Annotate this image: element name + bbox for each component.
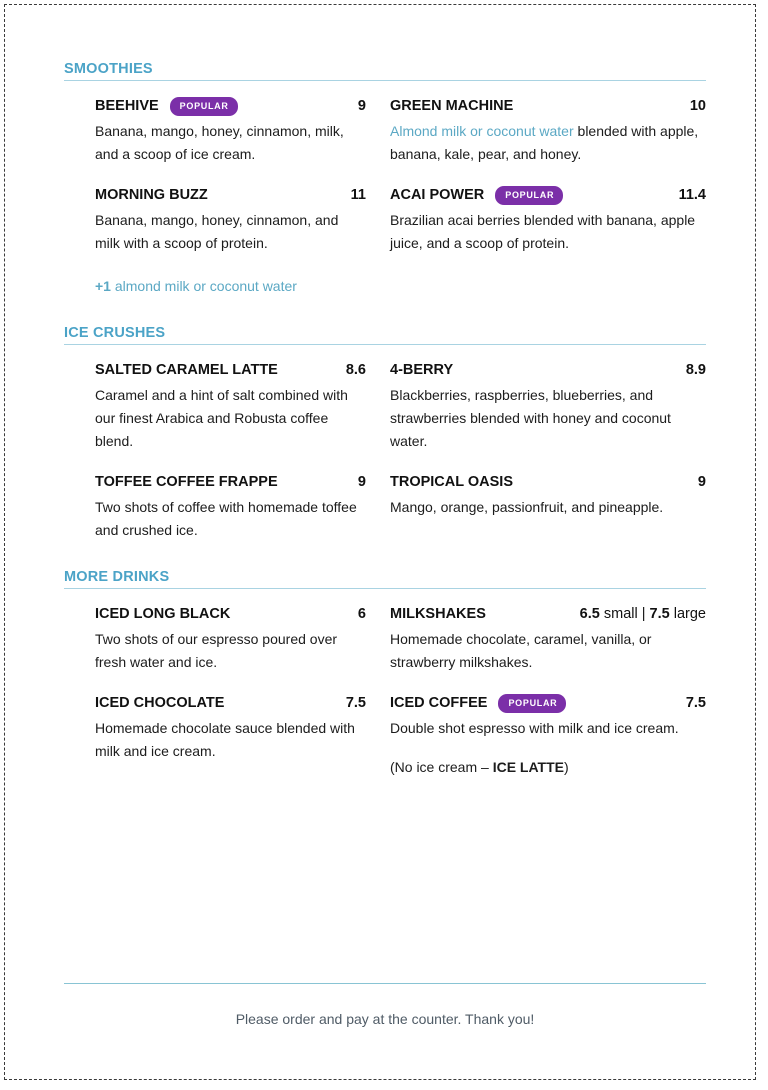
menu-item-description: Two shots of coffee with homemade toffee and crushed ice. bbox=[95, 499, 357, 538]
menu-item-description: Homemade chocolate, caramel, vanilla, or strawberry milkshakes. bbox=[390, 631, 652, 670]
menu-item-price: 9 bbox=[357, 474, 366, 490]
add-on-text: almond milk or coconut water bbox=[114, 278, 297, 294]
menu-item-header bbox=[95, 361, 366, 380]
menu-item-price: 9 bbox=[697, 474, 706, 490]
menu-item-price: 9 bbox=[357, 98, 366, 114]
section-items bbox=[64, 350, 706, 542]
menu-item-description: Double shot espresso with milk and ice cream. bbox=[390, 720, 679, 736]
section-title: ICE CRUSHES bbox=[64, 325, 169, 342]
menu-item-name: GREEN MACHINE bbox=[390, 98, 514, 114]
popular-badge: POPULAR bbox=[498, 694, 566, 713]
menu-item-description: Homemade chocolate sauce blended with milk and ice cream. bbox=[95, 720, 355, 759]
section-ice-crushes bbox=[64, 324, 706, 542]
menu-item-name: 4-BERRY bbox=[390, 362, 454, 378]
menu-item-header bbox=[95, 186, 366, 205]
add-on-note bbox=[95, 275, 366, 298]
menu-item-description: Blackberries, raspberries, blueberries, and strawberries blended with honey and coconut water. bbox=[390, 387, 671, 449]
section-title: SMOOTHIES bbox=[64, 61, 157, 78]
menu-item-header bbox=[390, 186, 706, 205]
menu-item[interactable] bbox=[95, 694, 366, 763]
price-small-unit: small bbox=[603, 606, 638, 622]
menu-item-price: 10 bbox=[689, 98, 706, 114]
add-on-price: +1 bbox=[95, 278, 111, 294]
menu-item-description: Brazilian acai berries blended with banana, apple juice, and a scoop of protein. bbox=[390, 212, 696, 251]
column-right bbox=[382, 97, 706, 298]
menu-item-header bbox=[95, 97, 366, 116]
section-header bbox=[64, 324, 706, 350]
section-gap bbox=[64, 542, 706, 568]
price-small: 6.5 bbox=[579, 606, 600, 622]
section-divider bbox=[64, 344, 706, 345]
menu-item-name: MORNING BUZZ bbox=[95, 187, 208, 203]
menu-item[interactable] bbox=[390, 361, 706, 453]
menu-item-price: 6 bbox=[357, 606, 366, 622]
menu-item-description: Banana, mango, honey, cinnamon, and milk with a scoop of protein. bbox=[95, 212, 339, 251]
menu-item-name: ICED COFFEE bbox=[390, 695, 488, 711]
menu-item-price: 11 bbox=[350, 187, 366, 203]
menu-item-header bbox=[390, 361, 706, 380]
variant-note-prefix: (No ice cream – bbox=[390, 759, 493, 775]
column-left bbox=[64, 97, 382, 298]
menu-item[interactable] bbox=[95, 473, 366, 542]
column-right bbox=[382, 361, 706, 542]
popular-badge: POPULAR bbox=[495, 186, 563, 205]
menu-item-name: ICED CHOCOLATE bbox=[95, 695, 225, 711]
menu-item[interactable] bbox=[390, 97, 706, 166]
menu-item-price bbox=[580, 605, 706, 624]
menu-item-header bbox=[390, 694, 706, 713]
menu-item[interactable] bbox=[95, 97, 366, 166]
menu-item[interactable] bbox=[390, 694, 706, 779]
section-gap bbox=[64, 298, 706, 324]
section-more-drinks bbox=[64, 568, 706, 779]
column-left bbox=[64, 361, 382, 542]
menu-item-variant-note bbox=[390, 756, 706, 779]
menu-item-header bbox=[390, 97, 706, 116]
section-items bbox=[64, 86, 706, 298]
column-right bbox=[382, 605, 706, 779]
menu-item-name: TOFFEE COFFEE FRAPPE bbox=[95, 474, 278, 490]
menu-item-name: BEEHIVE bbox=[95, 98, 159, 114]
menu-item[interactable] bbox=[390, 186, 706, 255]
price-large: 7.5 bbox=[649, 606, 670, 622]
popular-badge: POPULAR bbox=[170, 97, 238, 116]
section-header bbox=[64, 568, 706, 594]
menu-item-description bbox=[390, 120, 706, 166]
menu-item-price: 8.6 bbox=[345, 362, 366, 378]
menu-item-description-rest: blended with apple, banana, kale, pear, and honey. bbox=[390, 123, 699, 162]
menu-item-price: 7.5 bbox=[685, 695, 706, 711]
menu-item-name: ICED LONG BLACK bbox=[95, 606, 231, 622]
menu-item-description: Banana, mango, honey, cinnamon, milk, and a scoop of ice cream. bbox=[95, 123, 344, 162]
menu-item[interactable] bbox=[390, 605, 706, 674]
section-items bbox=[64, 594, 706, 779]
price-large-unit: large bbox=[673, 606, 706, 622]
menu-page bbox=[4, 4, 756, 1080]
price-separator: | bbox=[641, 606, 646, 622]
menu-item-description: Two shots of our espresso poured over fresh water and ice. bbox=[95, 631, 338, 670]
menu-item[interactable] bbox=[95, 605, 366, 674]
menu-item-header bbox=[95, 694, 366, 713]
menu-item-description: Caramel and a hint of salt combined with our finest Arabica and Robusta coffee blend. bbox=[95, 387, 348, 449]
section-header bbox=[64, 60, 706, 86]
menu-item[interactable] bbox=[95, 186, 366, 255]
footer-divider bbox=[64, 983, 706, 984]
variant-note-name: ICE LATTE bbox=[492, 759, 564, 775]
menu-content bbox=[64, 60, 706, 779]
menu-item-header bbox=[390, 473, 706, 492]
menu-item-header bbox=[390, 605, 706, 624]
menu-item-price: 7.5 bbox=[345, 695, 366, 711]
menu-item-price: 8.9 bbox=[685, 362, 706, 378]
variant-note-suffix: ) bbox=[564, 759, 569, 775]
menu-item[interactable] bbox=[95, 361, 366, 453]
column-left bbox=[64, 605, 382, 779]
menu-item-price: 11.4 bbox=[678, 187, 706, 203]
menu-item-name: MILKSHAKES bbox=[390, 606, 486, 622]
section-divider bbox=[64, 588, 706, 589]
menu-item-description: Mango, orange, passionfruit, and pineapple. bbox=[390, 499, 664, 515]
menu-item[interactable] bbox=[390, 473, 706, 519]
menu-item-header bbox=[95, 605, 366, 624]
menu-item-header bbox=[95, 473, 366, 492]
menu-item-name: TROPICAL OASIS bbox=[390, 474, 513, 490]
menu-item-name: ACAI POWER bbox=[390, 187, 485, 203]
section-title: MORE DRINKS bbox=[64, 569, 173, 586]
menu-footer bbox=[64, 983, 706, 1029]
menu-item-description-highlight: Almond milk or coconut water bbox=[390, 123, 574, 139]
section-divider bbox=[64, 80, 706, 81]
section-smoothies bbox=[64, 60, 706, 298]
menu-item-name: SALTED CARAMEL LATTE bbox=[95, 362, 278, 378]
footer-message: Please order and pay at the counter. Thank you! bbox=[235, 1011, 535, 1027]
